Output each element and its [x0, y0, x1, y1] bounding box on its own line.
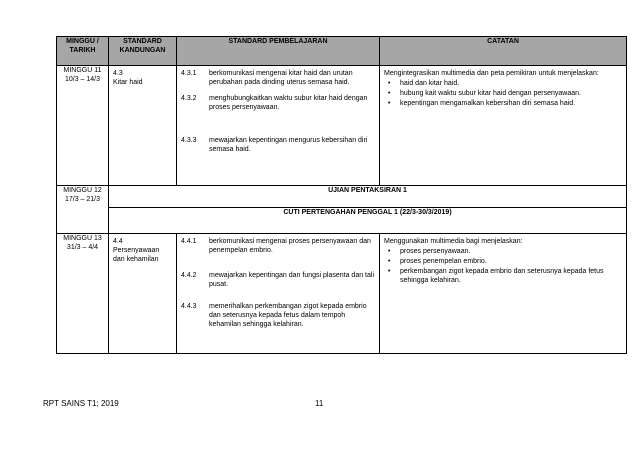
list-item: • perkembangan zigot kepada embrio dan seterusnya kepada fetus sehingga kelahiran. — [388, 268, 604, 284]
footer-label: RPT SAINS T1; 2019 — [43, 399, 119, 408]
bullet-icon: • — [388, 90, 391, 97]
header-standard-kandungan: STANDARD KANDUNGAN — [109, 37, 177, 66]
sp-item — [177, 302, 379, 329]
page-number: 11 — [315, 399, 324, 408]
sp-text: menghubungkaitkan waktu subur kitar haid dengan proses persenyawaan. — [209, 95, 368, 111]
list-item: • haid dan kitar haid. — [388, 80, 460, 87]
sp-code: 4.4.2 — [181, 272, 197, 279]
week11-row — [57, 66, 627, 186]
sp-code: 4.4.1 — [181, 238, 197, 245]
week12-label: MINGGU 12 — [63, 187, 102, 194]
week13-sp-cell — [177, 234, 380, 354]
bullet-icon: • — [388, 268, 391, 275]
header-row — [57, 37, 627, 66]
sp-code: 4.3.2 — [181, 95, 197, 102]
catatan-list — [384, 247, 622, 285]
week13-cell — [57, 234, 109, 354]
bullet-icon: • — [388, 258, 391, 265]
catatan-intro: Mengintegrasikan multimedia dan peta pemikiran untuk menjelaskan: — [384, 70, 599, 77]
bullet-icon: • — [388, 248, 391, 255]
sp-item — [177, 237, 379, 255]
week13-date: 31/3 – 4/4 — [66, 244, 99, 251]
sp-text: memerihalkan perkembangan zigot kepada embrio dan seterusnya kepada fetus dalam tempoh kehamilan sehingga kelahiran. — [209, 303, 367, 328]
sp-code: 4.3.3 — [181, 137, 197, 144]
week12-cell — [57, 186, 109, 234]
sp-code: 4.4.3 — [181, 303, 197, 310]
bullet-icon: • — [388, 100, 391, 107]
week13-sk-cell — [109, 234, 177, 354]
sp-text: mewajarkan kepentingan dan fungsi plasenta dan tali pusat. — [209, 272, 375, 288]
list-item: • kepentingan mengamalkan kebersihan diri semasa haid. — [388, 100, 576, 107]
sp-item — [177, 94, 379, 112]
holiday-banner: CUTI PERTENGAHAN PENGGAL 1 (22/3-30/3/2019) — [109, 208, 627, 234]
ujian-banner: UJIAN PENTAKSIRAN 1 — [109, 186, 627, 208]
sp-item — [177, 69, 379, 87]
sp-text: berkomunikasi mengenai proses persenyawaan dan penempelan embrio. — [209, 238, 371, 254]
week13-sk-title: Persenyawaan dan kehamilan — [113, 247, 160, 263]
rpt-table — [56, 36, 627, 354]
week11-sk-code: 4.3 — [113, 70, 123, 77]
holiday-row — [57, 208, 627, 234]
week13-label: MINGGU 13 — [63, 235, 102, 242]
week12-date: 17/3 – 21/3 — [64, 196, 101, 203]
header-catatan: CATATAN — [380, 37, 627, 66]
week11-sk-title: Kitar haid — [113, 79, 143, 86]
header-standard-pembelajaran: STANDARD PEMBELAJARAN — [177, 37, 380, 66]
week13-catatan-cell — [380, 234, 627, 354]
header-minggu: MINGGU / TARIKH — [57, 37, 109, 66]
sp-item — [177, 271, 379, 289]
week11-sp-cell — [177, 66, 380, 186]
catatan-intro: Menggunakan multimedia bagi menjelaskan: — [384, 238, 523, 245]
week12-row — [57, 186, 627, 208]
sp-item — [177, 136, 379, 154]
sp-code: 4.3.1 — [181, 70, 197, 77]
bullet-icon: • — [388, 80, 391, 87]
week13-row — [57, 234, 627, 354]
list-item: • proses persenyawaan. — [388, 248, 471, 255]
week11-label: MINGGU 11 — [63, 67, 102, 74]
week11-date: 10/3 – 14/3 — [64, 76, 101, 83]
list-item: • proses penempelan embrio. — [388, 258, 487, 265]
week13-sk-code: 4.4 — [113, 238, 123, 245]
week11-cell — [57, 66, 109, 186]
week11-sk-cell — [109, 66, 177, 186]
catatan-list — [384, 79, 622, 108]
week11-catatan-cell — [380, 66, 627, 186]
sp-text: berkomunikasi mengenai kitar haid dan urutan perubahan pada dinding uterus semasa haid. — [209, 70, 353, 86]
list-item: • hubung kait waktu subur kitar haid dengan persenyawaan. — [388, 90, 581, 97]
sp-text: mewajarkan kepentingan mengurus kebersihan diri semasa haid. — [209, 137, 368, 153]
